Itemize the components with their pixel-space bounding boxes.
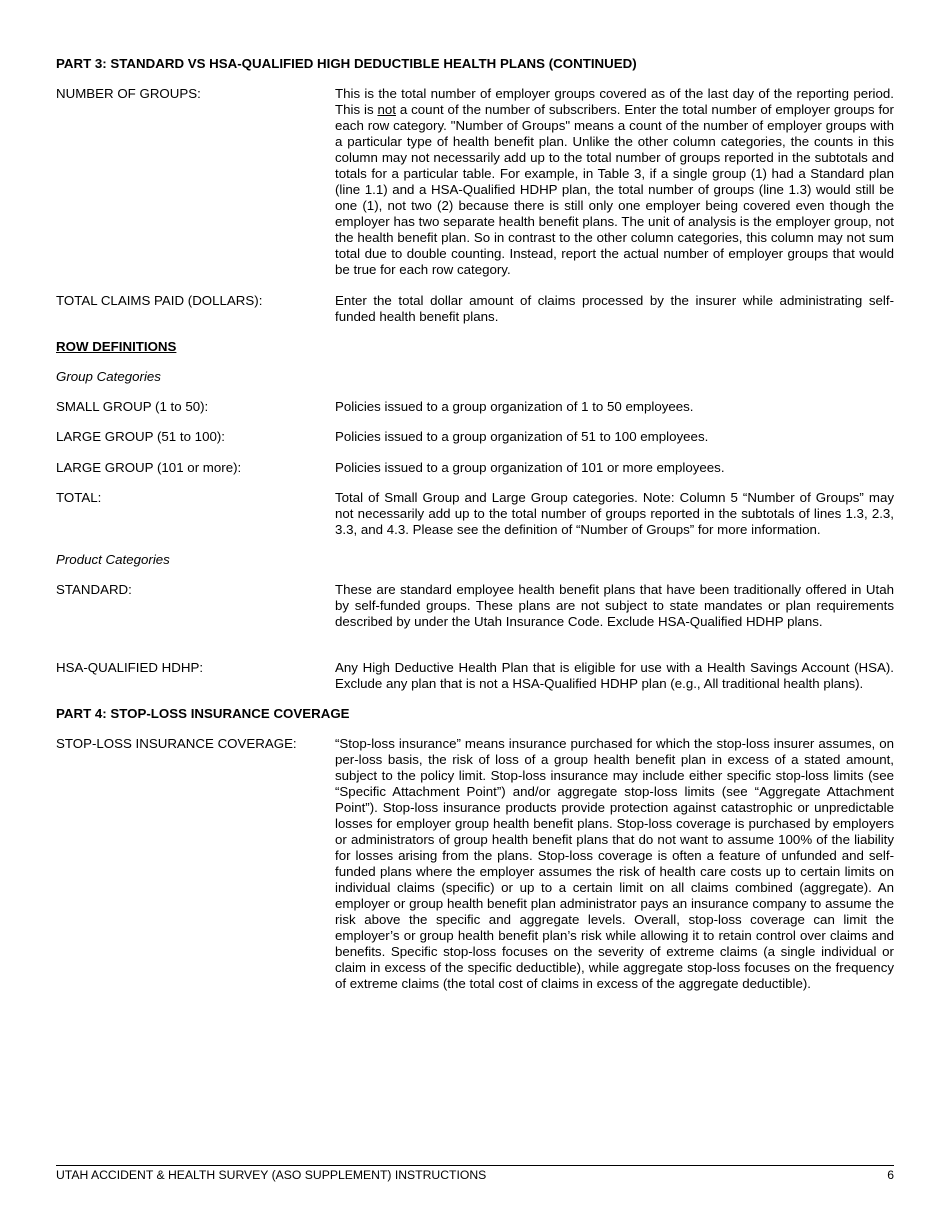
standard-definition: These are standard employee health benefit plans that have been traditionally offered in Utah by self-funded groups. These plans are not subject to state mandates or plan requirements described by under the Utah Insurance Code. Exclude HSA-Qualified HDHP plans.	[335, 582, 894, 629]
part4-heading: PART 4: STOP-LOSS INSURANCE COVERAGE	[56, 706, 350, 721]
group-categories-label: Group Categories	[56, 369, 161, 384]
small-group-definition: Policies issued to a group organization of 1 to 50 employees.	[335, 399, 694, 414]
part3-heading: PART 3: STANDARD VS HSA-QUALIFIED HIGH DEDUCTIBLE HEALTH PLANS (CONTINUED)	[56, 56, 637, 71]
underlined-not: not	[377, 102, 396, 117]
row-definitions-heading: ROW DEFINITIONS	[56, 339, 177, 354]
large-group-101-term: LARGE GROUP (101 or more):	[56, 460, 242, 475]
number-of-groups-definition	[335, 86, 894, 278]
large-group-51-definition: Policies issued to a group organization of 51 to 100 employees.	[335, 429, 709, 444]
stop-loss-term: STOP-LOSS INSURANCE COVERAGE:	[56, 736, 297, 751]
number-of-groups-term: NUMBER OF GROUPS:	[56, 86, 201, 101]
large-group-51-term: LARGE GROUP (51 to 100):	[56, 429, 225, 444]
total-term: TOTAL:	[56, 490, 102, 505]
total-definition: Total of Small Group and Large Group categories. Note: Column 5 “Number of Groups” may not necessarily add up to the total number of groups reported in the subtotals of lines 1.3, 2.3, 3.3, and 4.3. Please see the definition of “Number of Groups” for more information.	[335, 490, 894, 537]
total-claims-definition: Enter the total dollar amount of claims processed by the insurer while administrating self-funded health benefit plans.	[335, 293, 894, 324]
definition-text: This is the total number of employer groups covered as of the last day of the reporting period. This is	[335, 86, 894, 117]
stop-loss-definition: “Stop-loss insurance” means insurance purchased for which the stop-loss insurer assumes, on per-loss basis, the risk of loss of a group health benefit plan in excess of a stated amount, subject to the policy limit. Stop-loss insurance may include either specific stop-loss limits (see “Specific Attachment Point”) and/or aggregate stop-loss limits (see “Aggregate Attachment Point”). Stop-loss insurance products provide protection against catastrophic or unpredictable losses for employer group health benefit plans. Stop-loss coverage is purchased by employers or administrators of group health benefit plans that do not want to assume 100% of the liability for losses arising from the plans. Stop-loss coverage is often a feature of unfunded and self-funded plans where the employer assumes the risk of health care costs up to certain limits on individual claims (specific) or up to a certain limit on all claims combined (aggregate). An employer or group health benefit plan administrator pays an insurance company to assume the risk above the specific and aggregate levels. Overall, stop-loss coverage can limit the employer’s or group health benefit plan’s risk while allowing it to retain control over claims and benefits. Specific stop-loss focuses on the severity of extreme claims (a single individual or claim in excess of the specific deductible), while aggregate stop-loss focuses on the frequency of extreme claims (the total cost of claims in excess of the aggregate deductible).	[335, 736, 894, 991]
hsa-hdhp-definition: Any High Deductive Health Plan that is eligible for use with a Health Savings Account (HSA). Exclude any plan that is not a HSA-Qualified HDHP plan (e.g., All traditional health plans).	[335, 660, 894, 691]
standard-term: STANDARD:	[56, 582, 132, 597]
total-claims-term: TOTAL CLAIMS PAID (DOLLARS):	[56, 293, 263, 308]
product-categories-label: Product Categories	[56, 552, 170, 567]
footer-title: UTAH ACCIDENT & HEALTH SURVEY (ASO SUPPLEMENT) INSTRUCTIONS	[56, 1168, 487, 1182]
small-group-term: SMALL GROUP (1 to 50):	[56, 399, 209, 414]
definition-text: a count of the number of subscribers. Enter the total number of employer groups for each row category. "Number of Groups" means a count of the number of employer groups with a particular type of health benefit plan. Unlike the other column categories, the counts in this column may not necessarily add up to the total number of groups reported in the subtotals and totals for a particular table. For example, in Table 3, if a single group (1) had a Standard plan (line 1.1) and a HSA-Qualified HDHP plan, the total number of groups (line 1.3) would still be one (1), not two (2) because there is still only one employer being covered even though the employer has two separate health benefit plans. The unit of analysis is the employer group, not the health benefit plan. So in contrast to the other column categories, this column may not sum total due to double counting. Instead, report the actual number of employer groups that would be true for each row category.	[335, 102, 894, 277]
page-number: 6	[887, 1168, 894, 1182]
hsa-hdhp-term: HSA-QUALIFIED HDHP:	[56, 660, 204, 675]
footer-divider	[56, 1165, 894, 1166]
large-group-101-definition: Policies issued to a group organization of 101 or more employees.	[335, 460, 725, 475]
